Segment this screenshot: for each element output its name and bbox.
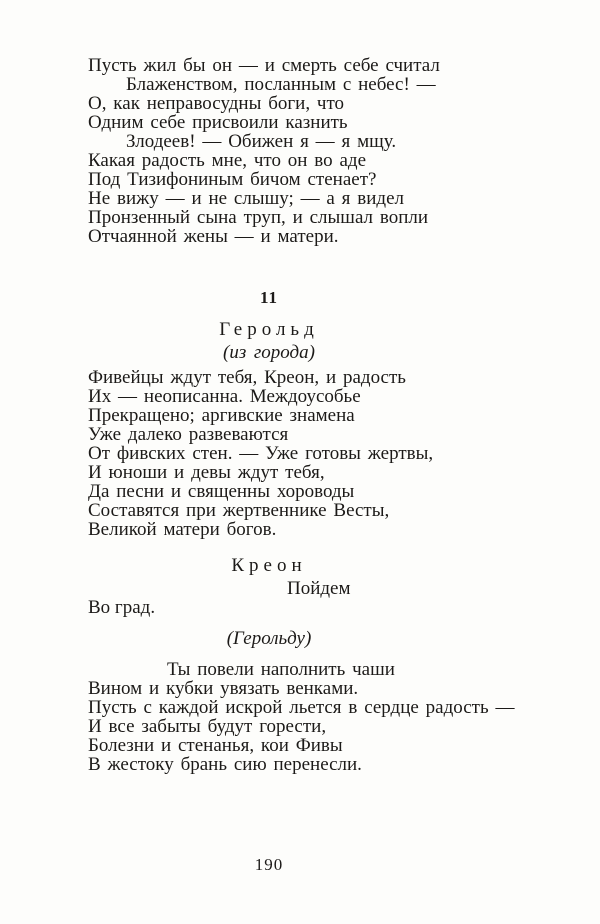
speaker-name-herald: Герольд bbox=[219, 319, 319, 340]
verse-line: И юноши и девы ждут тебя, bbox=[88, 462, 325, 483]
verse-line: Прекращено; аргивские знамена bbox=[88, 405, 355, 426]
verse-line: Во град. bbox=[88, 597, 156, 618]
verse-line: Великой матери богов. bbox=[88, 519, 277, 540]
verse-line: Да песни и священны хороводы bbox=[88, 481, 355, 502]
verse-line: От фивских стен. — Уже готовы жертвы, bbox=[88, 443, 434, 464]
stage-direction: (из города) bbox=[223, 342, 315, 363]
scene-number: 11 bbox=[259, 288, 279, 307]
verse-line: Фивейцы ждут тебя, Креон, и радость bbox=[88, 367, 406, 388]
verse-line: Злодеев! — Обижен я — я мщу. bbox=[126, 131, 397, 152]
verse-line: Одним себе присвоили казнить bbox=[88, 112, 348, 133]
herald-stanza bbox=[88, 368, 528, 539]
verse-line: Пронзенный сына труп, и слышал вопли bbox=[88, 207, 429, 228]
verse-line: Ты повели наполнить чаши bbox=[167, 659, 395, 680]
verse-line: Болезни и стенанья, кои Фивы bbox=[88, 735, 343, 756]
speaker-name-creon: Креон bbox=[231, 555, 307, 576]
verse-line: Пусть с каждой искрой льется в сердце радость — bbox=[88, 697, 515, 718]
page-number: 190 bbox=[254, 855, 284, 874]
verse-line: Отчаянной жены — и матери. bbox=[88, 226, 339, 247]
verse-line: Их — неописанна. Междоусобье bbox=[88, 386, 361, 407]
verse-line: Под Тизифониным бичом стенает? bbox=[88, 169, 377, 190]
verse-line: Уже далеко развеваются bbox=[88, 424, 289, 445]
verse-line: Блаженством, посланным с небес! — bbox=[126, 74, 436, 95]
monologue-stanza bbox=[88, 56, 528, 246]
verse-line: Не вижу — и не слышу; — а я видел bbox=[88, 188, 404, 209]
verse-line: Какая радость мне, что он во аде bbox=[88, 150, 367, 171]
verse-line: В жестоку брань сию перенесли. bbox=[88, 754, 362, 775]
creon-stanza bbox=[88, 660, 528, 774]
verse-line: Составятся при жертвеннике Весты, bbox=[88, 500, 390, 521]
verse-line: О, как неправосудны боги, что bbox=[88, 93, 345, 114]
verse-line: Вином и кубки увязать венками. bbox=[88, 678, 359, 699]
verse-line: И все забыты будут горести, bbox=[88, 716, 327, 737]
verse-line: Пойдем bbox=[287, 578, 351, 599]
stage-direction: (Герольду) bbox=[226, 628, 312, 649]
verse-line: Пусть жил бы он — и смерть себе считал bbox=[88, 55, 440, 76]
